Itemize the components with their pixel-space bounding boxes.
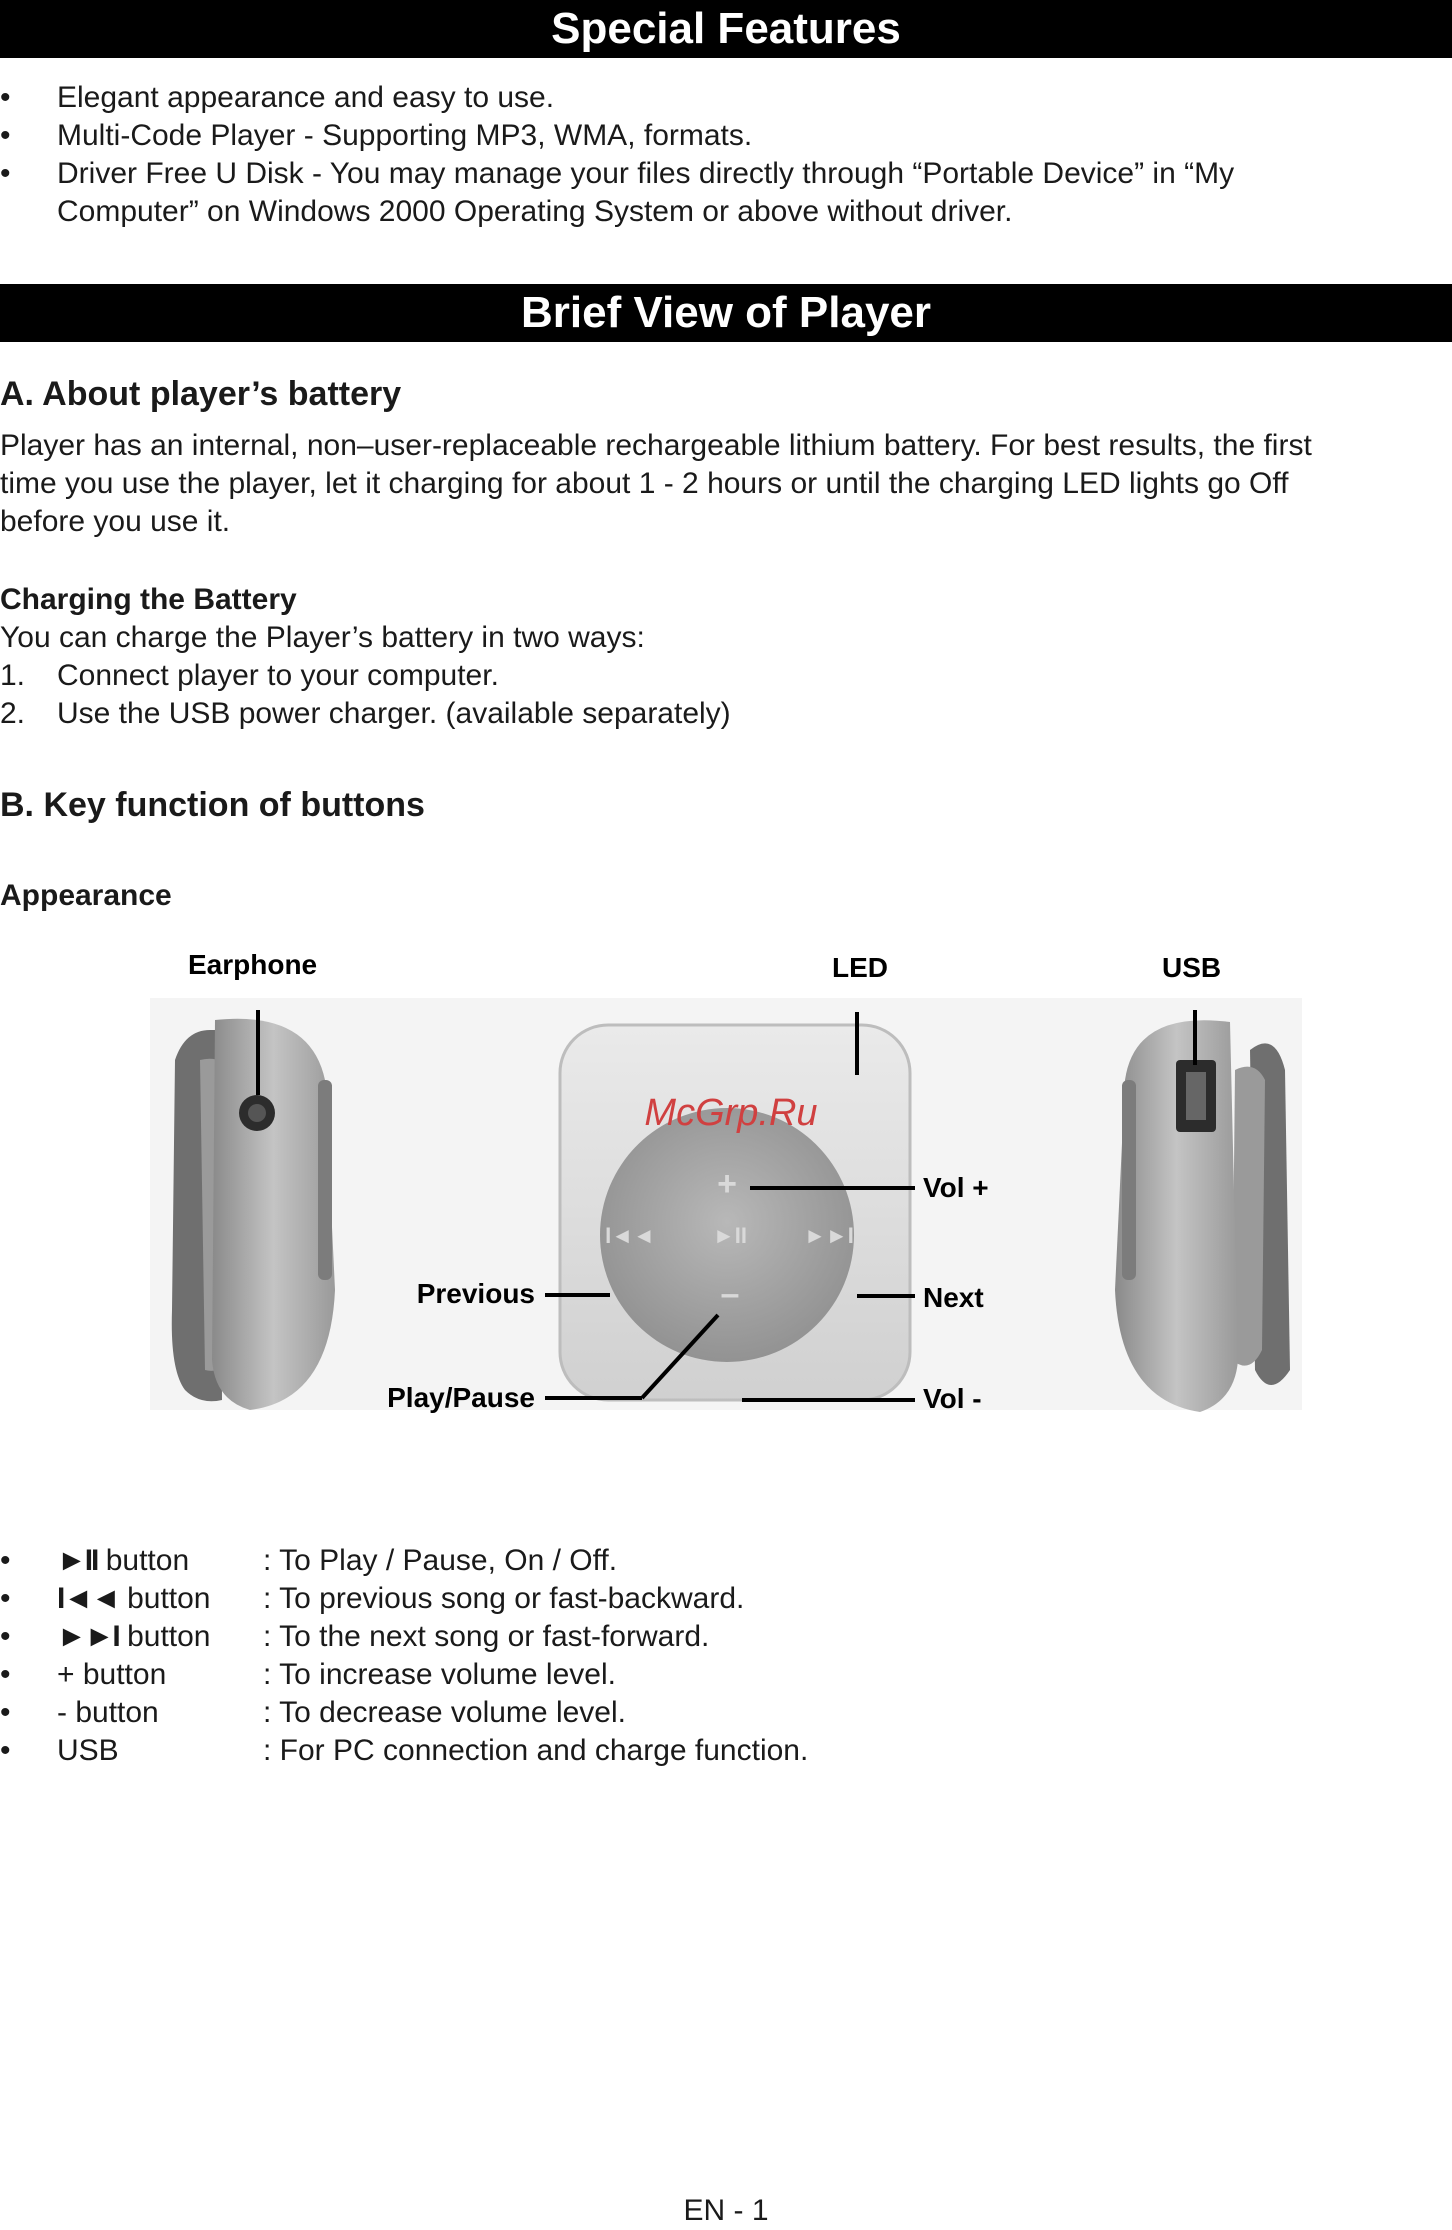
play-pause-icon: ►II <box>57 1544 98 1577</box>
bullet-marker: • <box>0 119 11 152</box>
special-features-banner <box>0 0 1452 58</box>
next-icon: ►►I <box>57 1620 119 1653</box>
step-number: 1. <box>0 659 26 692</box>
brief-view-banner <box>0 284 1452 342</box>
feature-item: Multi-Code Player - Supporting MP3, WMA, formats. <box>57 119 753 152</box>
label-led: LED <box>832 952 888 983</box>
key-description: : To the next song or fast-forward. <box>263 1620 710 1653</box>
label-earphone: Earphone <box>188 949 318 980</box>
vol-plus-icon: + <box>717 1165 737 1203</box>
key-name: + button <box>57 1658 167 1691</box>
player-front-view <box>560 1025 910 1400</box>
player-diagram <box>0 930 1452 1490</box>
step-text: Use the USB power charger. (available separately) <box>57 697 731 730</box>
watermark: McGrp.Ru <box>644 1092 818 1134</box>
feature-item: Elegant appearance and easy to use. <box>57 81 555 114</box>
player-left-side-view <box>172 1019 335 1410</box>
player-right-side-view <box>1115 1020 1290 1412</box>
bullet-marker: • <box>0 1620 11 1653</box>
special-features-title: Special Features <box>551 4 901 53</box>
key-description: : For PC connection and charge function. <box>263 1734 809 1767</box>
key-description: : To Play / Pause, On / Off. <box>263 1544 618 1577</box>
key-row <box>0 1618 1000 1656</box>
key-name: ►II button <box>57 1544 190 1577</box>
bullet-marker: • <box>0 1734 11 1767</box>
battery-paragraph-line: before you use it. <box>0 505 231 538</box>
key-function-heading: B. Key function of buttons <box>0 786 425 824</box>
label-next: Next <box>923 1282 984 1313</box>
battery-paragraph-line: Player has an internal, non–user-replaceable rechargeable lithium battery. For best results, the first <box>0 429 1312 462</box>
previous-icon: I◄◄ <box>57 1582 119 1615</box>
feature-item: Driver Free U Disk - You may manage your files directly through “Portable Device” in “My <box>57 157 1235 190</box>
label-play-pause: Play/Pause <box>387 1382 535 1413</box>
key-name: I◄◄ button <box>57 1582 211 1615</box>
step-text: Connect player to your computer. <box>57 659 499 692</box>
charging-intro: You can charge the Player’s battery in two ways: <box>0 621 645 654</box>
bullet-marker: • <box>0 157 11 190</box>
page-number: EN - 1 <box>683 2194 769 2227</box>
bullet-marker: • <box>0 1696 11 1729</box>
step-number: 2. <box>0 697 26 730</box>
previous-icon: I◄◄ <box>605 1223 655 1248</box>
feature-item-continued: Computer” on Windows 2000 Operating System or above without driver. <box>57 195 1013 228</box>
key-name: - button <box>57 1696 159 1729</box>
key-description: : To increase volume level. <box>263 1658 616 1691</box>
label-previous: Previous <box>416 1278 535 1309</box>
battery-paragraph-line: time you use the player, let it charging for about 1 - 2 hours or until the charging LED lights go Off <box>0 467 1289 500</box>
bullet-marker: • <box>0 1658 11 1691</box>
next-icon: ►►I <box>804 1223 854 1248</box>
battery-heading: A. About player’s battery <box>0 375 402 413</box>
key-row <box>0 1580 1000 1618</box>
appearance-heading: Appearance <box>0 879 172 912</box>
key-row <box>0 1542 1000 1580</box>
key-row <box>0 1732 1000 1770</box>
brief-view-title: Brief View of Player <box>520 288 932 337</box>
label-usb: USB <box>1162 952 1222 983</box>
key-row <box>0 1694 1000 1732</box>
bullet-marker: • <box>0 1582 11 1615</box>
bullet-marker: • <box>0 81 11 114</box>
key-description: : To decrease volume level. <box>263 1696 626 1729</box>
label-vol-minus: Vol - <box>923 1383 982 1414</box>
key-name: ►►I button <box>57 1620 211 1653</box>
label-vol-plus: Vol + <box>923 1172 989 1203</box>
bullet-marker: • <box>0 1544 11 1577</box>
key-name: USB <box>57 1734 119 1767</box>
key-description: : To previous song or fast-backward. <box>263 1582 745 1615</box>
key-row <box>0 1656 1000 1694</box>
vol-minus-icon: – <box>720 1275 740 1313</box>
charging-heading: Charging the Battery <box>0 583 297 616</box>
play-pause-icon: ►II <box>713 1223 747 1248</box>
